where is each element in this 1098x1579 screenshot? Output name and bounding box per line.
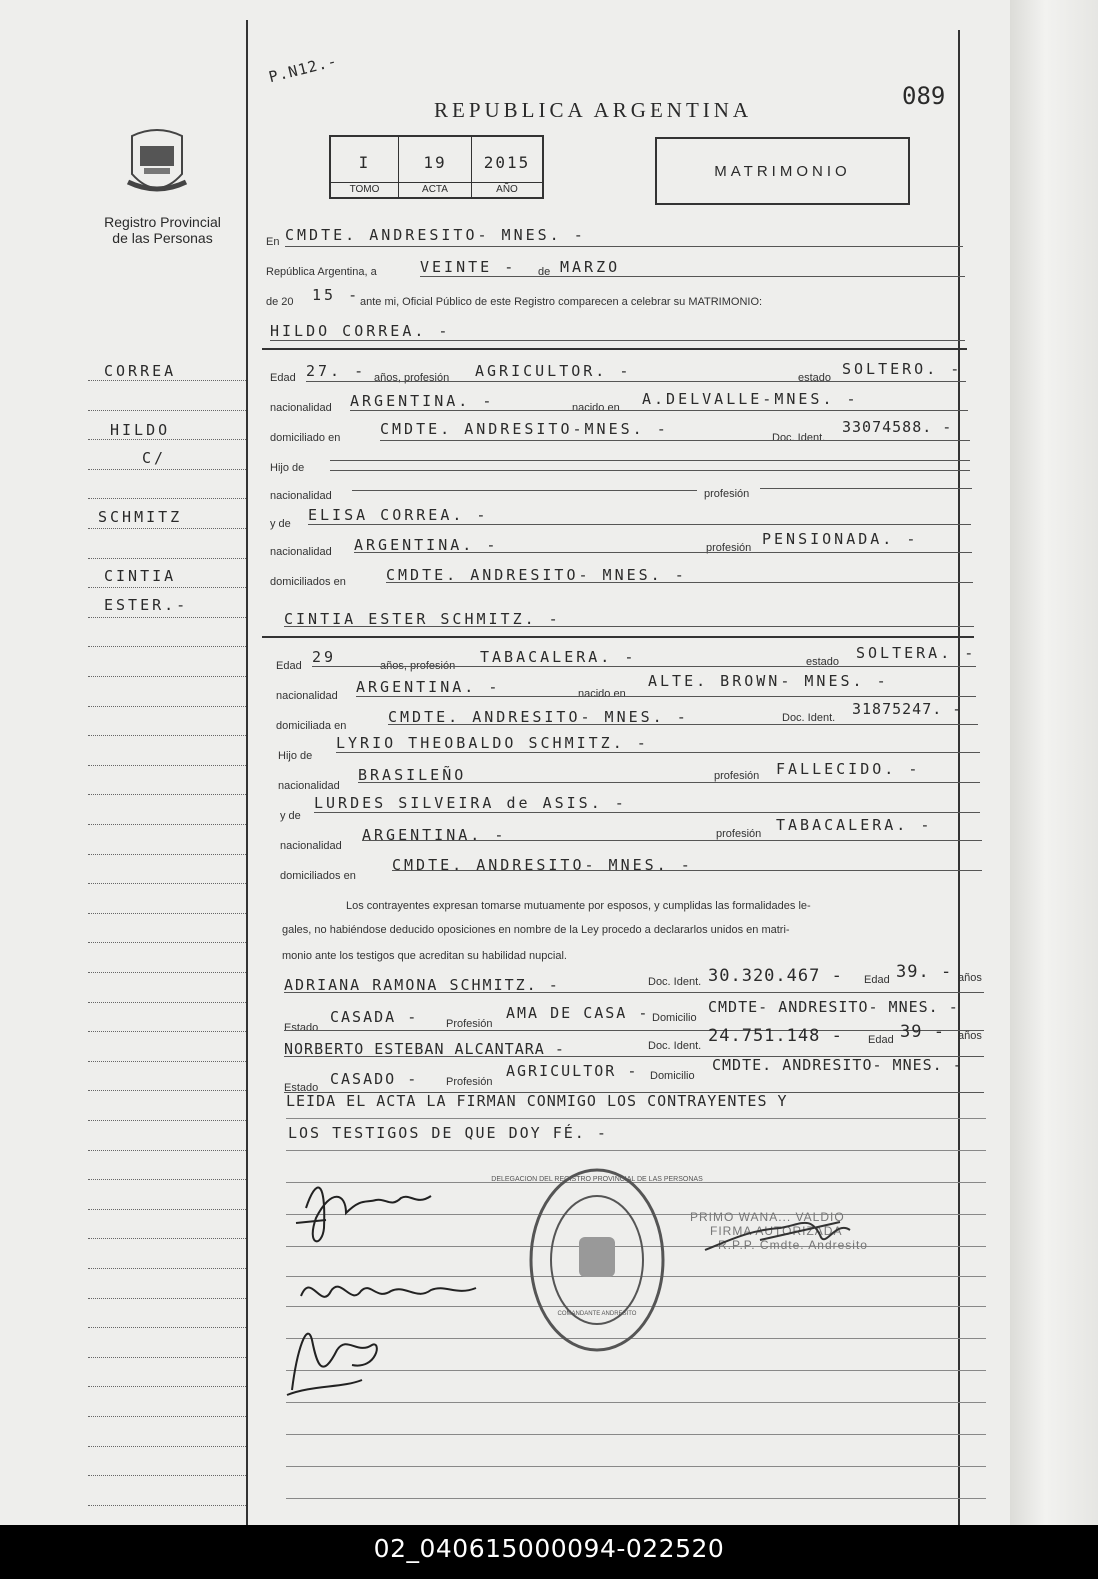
seal-ring-text: DELEGACION DEL REGISTRO PROVINCIAL DE LAS PERSONAS bbox=[491, 1176, 703, 1183]
groom-mother-prof-label: profesión bbox=[706, 542, 752, 554]
line bbox=[308, 524, 971, 525]
bride-domicile: CMDTE. ANDRESITO- MNES. - bbox=[388, 708, 689, 726]
line bbox=[354, 552, 972, 553]
ano-label: AÑO bbox=[472, 182, 542, 195]
witness1-doc: 30.320.467 - bbox=[708, 966, 843, 986]
bride-full-name: CINTIA ESTER SCHMITZ. - bbox=[284, 610, 561, 628]
act-reference-boxes bbox=[329, 135, 544, 199]
margin-rule-line bbox=[88, 1298, 246, 1299]
ruled-line bbox=[286, 1434, 986, 1435]
official-stamp-line-2: FIRMA AUTORIZADA bbox=[710, 1224, 843, 1238]
bride-mother-nac-label: nacionalidad bbox=[280, 840, 342, 852]
seal-inner-text: COMANDANTE ANDRESITO bbox=[557, 1311, 637, 1317]
groom-nacido-label: nacido en bbox=[572, 402, 620, 414]
bride-hijo-label: Hijo de bbox=[278, 750, 313, 762]
folio-number: 089 bbox=[902, 82, 946, 110]
groom-mother-profession: PENSIONADA. - bbox=[762, 530, 919, 548]
line bbox=[284, 992, 984, 993]
witness1-name: ADRIANA RAMONA SCHMITZ. - bbox=[284, 976, 560, 994]
signature-official bbox=[700, 1210, 870, 1260]
margin-rule-line bbox=[88, 1061, 246, 1062]
declaration-line-2: gales, no habiéndose deducido oposiciones en nombre de la Ley procedo a declararlos unidos en matri- bbox=[282, 924, 790, 936]
bride-mother: LURDES SILVEIRA de ASIS. - bbox=[314, 794, 627, 812]
witness1-age: 39. - bbox=[896, 962, 953, 982]
line bbox=[306, 381, 966, 382]
margin-bride-surname: SCHMITZ bbox=[98, 508, 183, 526]
margin-rule-line bbox=[88, 794, 246, 795]
line bbox=[285, 246, 963, 247]
ruled-line bbox=[286, 1118, 986, 1119]
margin-rule-line bbox=[88, 1386, 246, 1387]
box-tomo bbox=[331, 137, 399, 197]
groom-edad-label: Edad bbox=[270, 372, 296, 384]
margin-bride-name-2: ESTER.- bbox=[104, 596, 189, 614]
line bbox=[284, 626, 974, 627]
margin-rule-line bbox=[88, 706, 246, 707]
ano-value: 2015 bbox=[483, 153, 531, 172]
margin-groom-surname: CORREA bbox=[104, 362, 177, 380]
margin-rule-line bbox=[88, 1090, 246, 1091]
bride-yde-label: y de bbox=[280, 810, 301, 822]
bride-profession: TABACALERA. - bbox=[480, 648, 637, 666]
bride-father-prof-label: profesión bbox=[714, 770, 760, 782]
closing-line-2: LOS TESTIGOS DE QUE DOY FÉ. - bbox=[288, 1124, 608, 1142]
bride-parents-domicile: CMDTE. ANDRESITO- MNES. - bbox=[392, 856, 693, 874]
margin-rule-line bbox=[88, 498, 246, 499]
groom-mother-nac-label: nacionalidad bbox=[270, 546, 332, 558]
margin-rule-line bbox=[88, 1505, 246, 1506]
witness2-doc: 24.751.148 - bbox=[708, 1026, 843, 1046]
closing-line-1: LEIDA EL ACTA LA FIRMAN CONMIGO LOS CONTRAYENTES Y bbox=[286, 1092, 788, 1110]
line bbox=[314, 812, 980, 813]
line bbox=[356, 696, 976, 697]
declaration-line-1: Los contrayentes expresan tomarse mutuamente por esposos, y cumplidas las formalidades le- bbox=[346, 900, 811, 912]
margin-rule-line bbox=[88, 1150, 246, 1151]
line bbox=[284, 1030, 984, 1031]
margin-rule-line bbox=[88, 528, 246, 529]
groom-domicile: CMDTE. ANDRESITO-MNES. - bbox=[380, 420, 669, 438]
line bbox=[362, 840, 982, 841]
bride-father-nac-label: nacionalidad bbox=[278, 780, 340, 792]
margin-rule-line bbox=[88, 558, 246, 559]
groom-birthplace: A.DELVALLE-MNES. - bbox=[642, 390, 859, 408]
margin-rule-line bbox=[88, 1002, 246, 1003]
month-value: MARZO bbox=[560, 258, 621, 276]
en-label: En bbox=[266, 236, 280, 248]
line bbox=[388, 724, 978, 725]
tomo-value: I bbox=[358, 153, 371, 172]
bride-doc-label: Doc. Ident. bbox=[782, 712, 836, 724]
bride-mother-profession: TABACALERA. - bbox=[776, 816, 933, 834]
line bbox=[760, 488, 972, 489]
republica-label: República Argentina, a bbox=[266, 266, 377, 278]
groom-full-name: HILDO CORREA. - bbox=[270, 322, 451, 340]
witness2-estado-label: Estado bbox=[284, 1082, 319, 1094]
right-rule bbox=[958, 30, 960, 1525]
de-label: de bbox=[538, 266, 551, 278]
groom-mother: ELISA CORREA. - bbox=[308, 506, 489, 524]
margin-rule-line bbox=[88, 942, 246, 943]
box-acta bbox=[399, 137, 472, 197]
section-divider bbox=[262, 348, 967, 350]
ruled-line bbox=[286, 1150, 986, 1151]
margin-rule-line bbox=[88, 380, 246, 381]
margin-rule-line bbox=[88, 410, 246, 411]
margin-rule-line bbox=[88, 439, 246, 440]
witness2-state: CASADO - bbox=[330, 1070, 419, 1088]
line bbox=[330, 460, 970, 461]
bride-nationality: ARGENTINA. - bbox=[356, 678, 501, 696]
witness2-prof-label: Profesión bbox=[446, 1076, 493, 1088]
box-ano bbox=[472, 137, 542, 197]
groom-parents-domicile: CMDTE. ANDRESITO- MNES. - bbox=[386, 566, 687, 584]
margin-rule-line bbox=[88, 1416, 246, 1417]
line bbox=[352, 490, 697, 491]
margin-rule bbox=[246, 20, 248, 1525]
witness1-doc-label: Doc. Ident. bbox=[648, 976, 702, 988]
groom-age: 27. - bbox=[306, 362, 367, 380]
section-divider bbox=[262, 636, 974, 638]
registry-seal bbox=[491, 1165, 703, 1355]
year-suffix: 15 - bbox=[312, 286, 361, 304]
groom-doc: 33074588. - bbox=[842, 418, 953, 436]
day-value: VEINTE - bbox=[420, 258, 517, 276]
declaration-line-3: monio ante los testigos que acreditan su habilidad nupcial. bbox=[282, 950, 567, 962]
line bbox=[358, 782, 980, 783]
margin-rule-line bbox=[88, 1209, 246, 1210]
witness1-edad-label: Edad bbox=[864, 974, 890, 986]
witness2-name: NORBERTO ESTEBAN ALCANTARA - bbox=[284, 1040, 565, 1058]
act-type-box: MATRIMONIO bbox=[655, 137, 910, 205]
margin-rule-line bbox=[88, 676, 246, 677]
groom-doc-label: Doc. Ident. bbox=[772, 432, 826, 444]
groom-dom-label: domiciliado en bbox=[270, 432, 341, 444]
bride-father-profession: FALLECIDO. - bbox=[776, 760, 921, 778]
groom-mother-nationality: ARGENTINA. - bbox=[354, 536, 499, 554]
line bbox=[350, 410, 968, 411]
witness1-state: CASADA - bbox=[330, 1008, 419, 1026]
place-value: CMDTE. ANDRESITO- MNES. - bbox=[285, 226, 586, 244]
margin-rule-line bbox=[88, 587, 246, 588]
groom-nac-label: nacionalidad bbox=[270, 402, 332, 414]
signature-witness-1 bbox=[296, 1266, 486, 1316]
witness2-edad-label: Edad bbox=[868, 1034, 894, 1046]
bride-edad-label: Edad bbox=[276, 660, 302, 672]
bride-father: LYRIO THEOBALDO SCHMITZ. - bbox=[336, 734, 649, 752]
margin-bride-name-1: CINTIA bbox=[104, 567, 177, 585]
groom-nationality: ARGENTINA. - bbox=[350, 392, 495, 410]
ruled-line bbox=[286, 1466, 986, 1467]
groom-estado-label: estado bbox=[798, 372, 832, 384]
margin-rule-line bbox=[88, 1031, 246, 1032]
margin-conj: C/ bbox=[142, 449, 167, 467]
page-annotation: P.N12.- bbox=[266, 51, 340, 87]
acta-label: ACTA bbox=[399, 182, 471, 195]
line bbox=[380, 440, 970, 441]
margin-groom-name: HILDO bbox=[110, 421, 171, 439]
margin-rule-line bbox=[88, 1179, 246, 1180]
country-title: REPUBLICA ARGENTINA bbox=[434, 98, 753, 122]
registry-name bbox=[85, 214, 240, 246]
bride-father-nationality: BRASILEÑO bbox=[358, 766, 467, 784]
bride-mother-nationality: ARGENTINA. - bbox=[362, 826, 507, 844]
margin-rule-line bbox=[88, 1120, 246, 1121]
margin-rule-line bbox=[88, 1238, 246, 1239]
witness2-age: 39 - bbox=[900, 1022, 945, 1042]
signature-witness-2 bbox=[282, 1310, 392, 1400]
margin-rule-line bbox=[88, 1446, 246, 1447]
margin-rule-line bbox=[88, 1475, 246, 1476]
margin-rule-line bbox=[88, 646, 246, 647]
bride-birthplace: ALTE. BROWN- MNES. - bbox=[648, 672, 889, 690]
page-edge bbox=[1010, 0, 1098, 1525]
groom-parents-dom-label: domiciliados en bbox=[270, 576, 346, 588]
margin-rule-line bbox=[88, 469, 246, 470]
signature-groom bbox=[286, 1168, 456, 1258]
acta-value: 19 bbox=[423, 153, 447, 172]
tomo-label: TOMO bbox=[331, 182, 398, 195]
year-prefix: de 20 bbox=[266, 296, 294, 308]
margin-rule-line bbox=[88, 854, 246, 855]
province-coat-of-arms-icon bbox=[118, 124, 196, 204]
witness1-estado-label: Estado bbox=[284, 1022, 319, 1034]
margin-rule-line bbox=[88, 735, 246, 736]
witness1-prof-label: Profesión bbox=[446, 1018, 493, 1030]
document-code: 02_040615000094-022520 bbox=[0, 1525, 1098, 1579]
bride-doc: 31875247. - bbox=[852, 700, 963, 718]
margin-rule-line bbox=[88, 1357, 246, 1358]
margin-rule-line bbox=[88, 617, 246, 618]
margin-rule-line bbox=[88, 972, 246, 973]
line bbox=[420, 276, 965, 277]
official-stamp-line-3: R.P.P. Cmdte. Andresito bbox=[718, 1238, 868, 1252]
line bbox=[270, 340, 965, 341]
line bbox=[336, 752, 980, 753]
intro-text: ante mi, Oficial Público de este Registro comparecen a celebrar su MATRIMONIO: bbox=[360, 296, 763, 308]
margin-rule-line bbox=[88, 1327, 246, 1328]
witness2-domicile: CMDTE. ANDRESITO- MNES. - bbox=[712, 1056, 963, 1074]
bride-age: 29 bbox=[312, 648, 337, 666]
line bbox=[330, 470, 970, 471]
line bbox=[386, 582, 973, 583]
official-stamp-line-1: PRIMO WANA... VALDIO bbox=[690, 1210, 845, 1224]
registry-line-2: de las Personas bbox=[112, 230, 213, 246]
bride-mother-prof-label: profesión bbox=[716, 828, 762, 840]
witness2-profession: AGRICULTOR - bbox=[506, 1062, 639, 1080]
margin-rule-line bbox=[88, 913, 246, 914]
witness1-profession: AMA DE CASA - bbox=[506, 1004, 650, 1022]
margin-rule-line bbox=[88, 824, 246, 825]
registry-line-1: Registro Provincial bbox=[104, 214, 221, 230]
bride-estado-label: estado bbox=[806, 656, 840, 668]
bride-parents-dom-label: domiciliados en bbox=[280, 870, 356, 882]
witness2-doc-label: Doc. Ident. bbox=[648, 1040, 702, 1052]
line bbox=[312, 666, 976, 667]
groom-profession: AGRICULTOR. - bbox=[475, 362, 632, 380]
witness2-anos-label: años bbox=[958, 1030, 982, 1042]
groom-yde-label: y de bbox=[270, 518, 291, 530]
witness2-dom-label: Domicilio bbox=[650, 1070, 695, 1082]
margin-rule-line bbox=[88, 765, 246, 766]
groom-father-prof-label: profesión bbox=[704, 488, 750, 500]
groom-anos-label: años, profesión bbox=[374, 372, 450, 384]
groom-father-nac-label: nacionalidad bbox=[270, 490, 332, 502]
bride-civil-state: SOLTERA. - bbox=[856, 644, 977, 662]
margin-rule-line bbox=[88, 883, 246, 884]
witness1-dom-label: Domicilio bbox=[652, 1012, 697, 1024]
bride-dom-label: domiciliada en bbox=[276, 720, 347, 732]
groom-hijo-label: Hijo de bbox=[270, 462, 305, 474]
line bbox=[392, 870, 982, 871]
ruled-line bbox=[286, 1402, 986, 1403]
bride-nac-label: nacionalidad bbox=[276, 690, 338, 702]
bride-anos-label: años, profesión bbox=[380, 660, 456, 672]
witness1-anos-label: años bbox=[958, 972, 982, 984]
groom-civil-state: SOLTERO. - bbox=[842, 360, 963, 378]
margin-rule-line bbox=[88, 1268, 246, 1269]
ruled-line bbox=[286, 1498, 986, 1499]
witness1-domicile: CMDTE- ANDRESITO- MNES. - bbox=[708, 998, 959, 1016]
bride-nacido-label: nacido en bbox=[578, 688, 626, 700]
